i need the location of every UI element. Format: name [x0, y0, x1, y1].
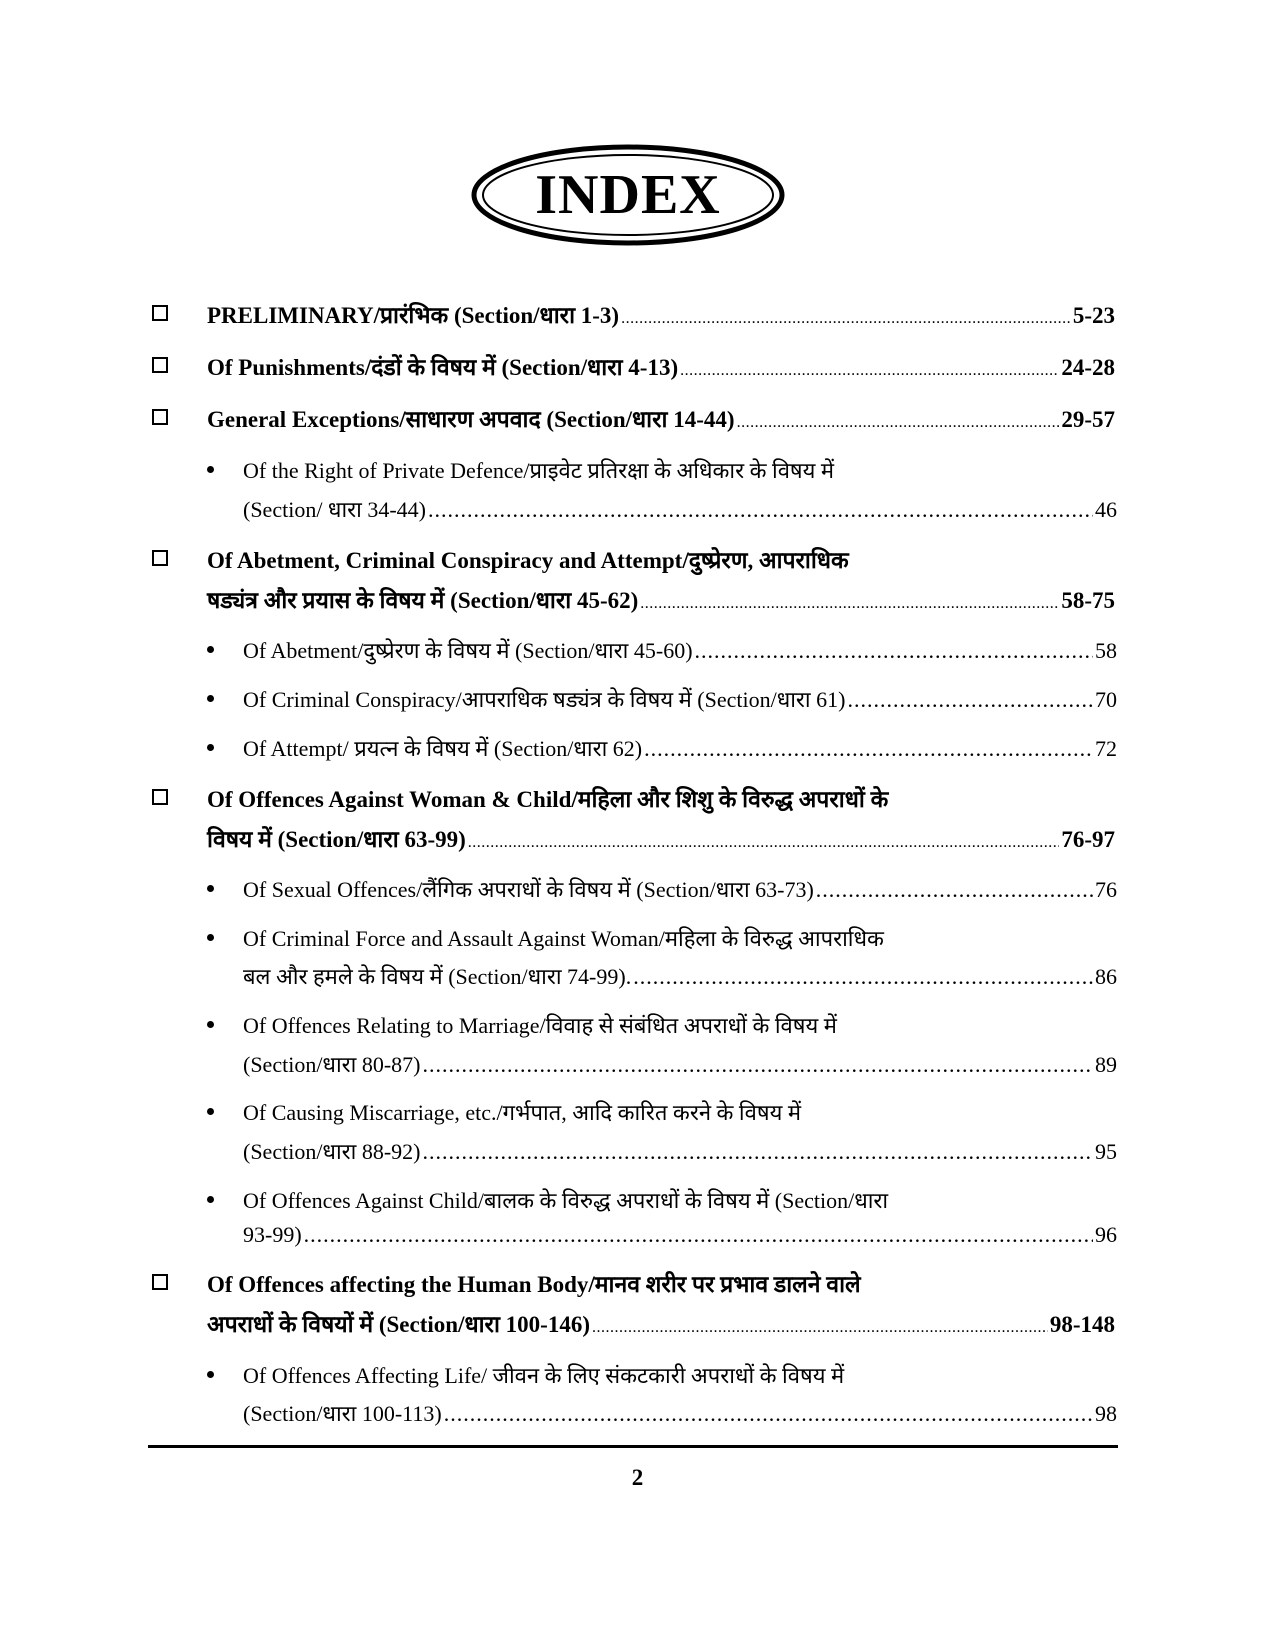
leader-dots [592, 1319, 1048, 1337]
entry-page: 89 [1095, 1052, 1117, 1077]
leader-dots [621, 310, 1071, 328]
entry-title: Of Attempt/ प्रयत्न के विषय में (Section/धारा 62) [243, 736, 643, 761]
bullet-icon [207, 1108, 214, 1115]
entry-title-line2: (Section/धारा 100-113) [243, 1401, 442, 1426]
leader-dots [633, 964, 1093, 990]
bullet-icon [207, 466, 214, 473]
entry-page: 24-28 [1061, 355, 1115, 380]
entry-title-line1: Of Offences Relating to Marriage/विवाह से संबंधित अपराधों के विषय में [243, 1013, 837, 1038]
entry-title: General Exceptions/साधारण अपवाद (Section/धारा 14-44) [207, 407, 735, 432]
leader-dots [737, 414, 1060, 432]
leader-dots [640, 595, 1059, 613]
entry-title: Of Criminal Conspiracy/आपराधिक षड्यंत्र के विषय में (Section/धारा 61) [243, 687, 846, 712]
entry-page: 58 [1095, 638, 1117, 663]
entry-title-line1: Of Offences affecting the Human Body/मानव शरीर पर प्रभाव डालने वाले [207, 1272, 861, 1297]
page-number: 2 [631, 1465, 644, 1490]
leader-dots [423, 1052, 1093, 1078]
entry-page: 98 [1095, 1401, 1117, 1426]
entry-title: Of Abetment/दुष्प्रेरण के विषय में (Section/धारा 45-60) [243, 638, 693, 663]
entry-page: 5-23 [1072, 303, 1115, 328]
entry-page: 76 [1095, 877, 1117, 902]
leader-dots [695, 638, 1093, 664]
entry-page: 98-148 [1049, 1312, 1115, 1337]
entry-title-line2: बल और हमले के विषय में (Section/धारा 74-99). [243, 964, 632, 989]
bullet-icon [207, 695, 214, 702]
bullet-icon [207, 885, 214, 892]
entry-page: 95 [1095, 1139, 1117, 1164]
entry-title-line1: Of the Right of Private Defence/प्राइवेट प्रतिरक्षा के अधिकार के विषय में [243, 458, 835, 483]
entry-title-line1: Of Causing Miscarriage, etc./गर्भपात, आदि कारित करने के विषय में [243, 1100, 801, 1125]
bullet-icon [207, 744, 214, 751]
entry-page: 86 [1095, 964, 1117, 989]
checkbox-icon [152, 789, 168, 805]
leader-dots [644, 736, 1093, 762]
bullet-icon [207, 934, 214, 941]
bullet-icon [207, 1196, 214, 1203]
entry-title-line1: Of Abetment, Criminal Conspiracy and Attempt/दुष्प्रेरण, आपराधिक [207, 548, 849, 573]
checkbox-icon [152, 1274, 168, 1290]
entry-title-line1: Of Criminal Force and Assault Against Woman/महिला के विरुद्ध आपराधिक [243, 926, 884, 951]
leader-dots [468, 834, 1060, 852]
leader-dots [847, 687, 1093, 713]
entry-title-line1: Of Offences Affecting Life/ जीवन के लिए संकटकारी अपराधों के विषय में [243, 1363, 845, 1388]
entry-title: PRELIMINARY/प्रारंभिक (Section/धारा 1-3) [207, 303, 620, 328]
entry-title-line1: Of Offences Against Child/बालक के विरुद्ध अपराधों के विषय में (Section/धारा [243, 1188, 889, 1213]
index-title-oval [470, 143, 786, 247]
entry-page: 96 [1095, 1222, 1117, 1247]
bullet-icon [207, 1021, 214, 1028]
entry-title: Of Sexual Offences/लैंगिक अपराधों के विषय में (Section/धारा 63-73) [243, 877, 814, 902]
entry-title-line2: (Section/ धारा 34-44) [243, 497, 427, 522]
entry-title-line2: 93-99) [243, 1222, 302, 1247]
entry-page: 76-97 [1061, 827, 1115, 852]
entry-title-line2: (Section/धारा 80-87) [243, 1052, 421, 1077]
entry-title-line1: Of Offences Against Woman & Child/महिला और शिशु के विरुद्ध अपराधों के [207, 787, 889, 812]
entry-title-line2: अपराधों के विषयों में (Section/धारा 100-146) [207, 1312, 590, 1337]
bullet-icon [207, 646, 214, 653]
entry-title-line2: विषय में (Section/धारा 63-99) [207, 827, 466, 852]
leader-dots [444, 1401, 1093, 1427]
checkbox-icon [152, 305, 168, 321]
entry-page: 46 [1095, 497, 1117, 522]
bullet-icon [207, 1371, 214, 1378]
entry-page: 58-75 [1061, 588, 1115, 613]
entry-title: Of Punishments/दंडों के विषय में (Section/धारा 4-13) [207, 355, 679, 380]
entry-page: 70 [1095, 687, 1117, 712]
leader-dots [680, 362, 1059, 380]
leader-dots [423, 1139, 1093, 1165]
leader-dots [304, 1222, 1093, 1248]
entry-page: 29-57 [1061, 407, 1115, 432]
checkbox-icon [152, 550, 168, 566]
leader-dots [816, 877, 1093, 903]
page-title: INDEX [535, 164, 721, 226]
checkbox-icon [152, 409, 168, 425]
footer-rule [148, 1445, 1118, 1448]
entry-page: 72 [1095, 736, 1117, 761]
entry-title-line2: षड्यंत्र और प्रयास के विषय में (Section/धारा 45-62) [207, 588, 639, 613]
entry-title-line2: (Section/धारा 88-92) [243, 1139, 421, 1164]
leader-dots [428, 497, 1093, 523]
checkbox-icon [152, 357, 168, 373]
